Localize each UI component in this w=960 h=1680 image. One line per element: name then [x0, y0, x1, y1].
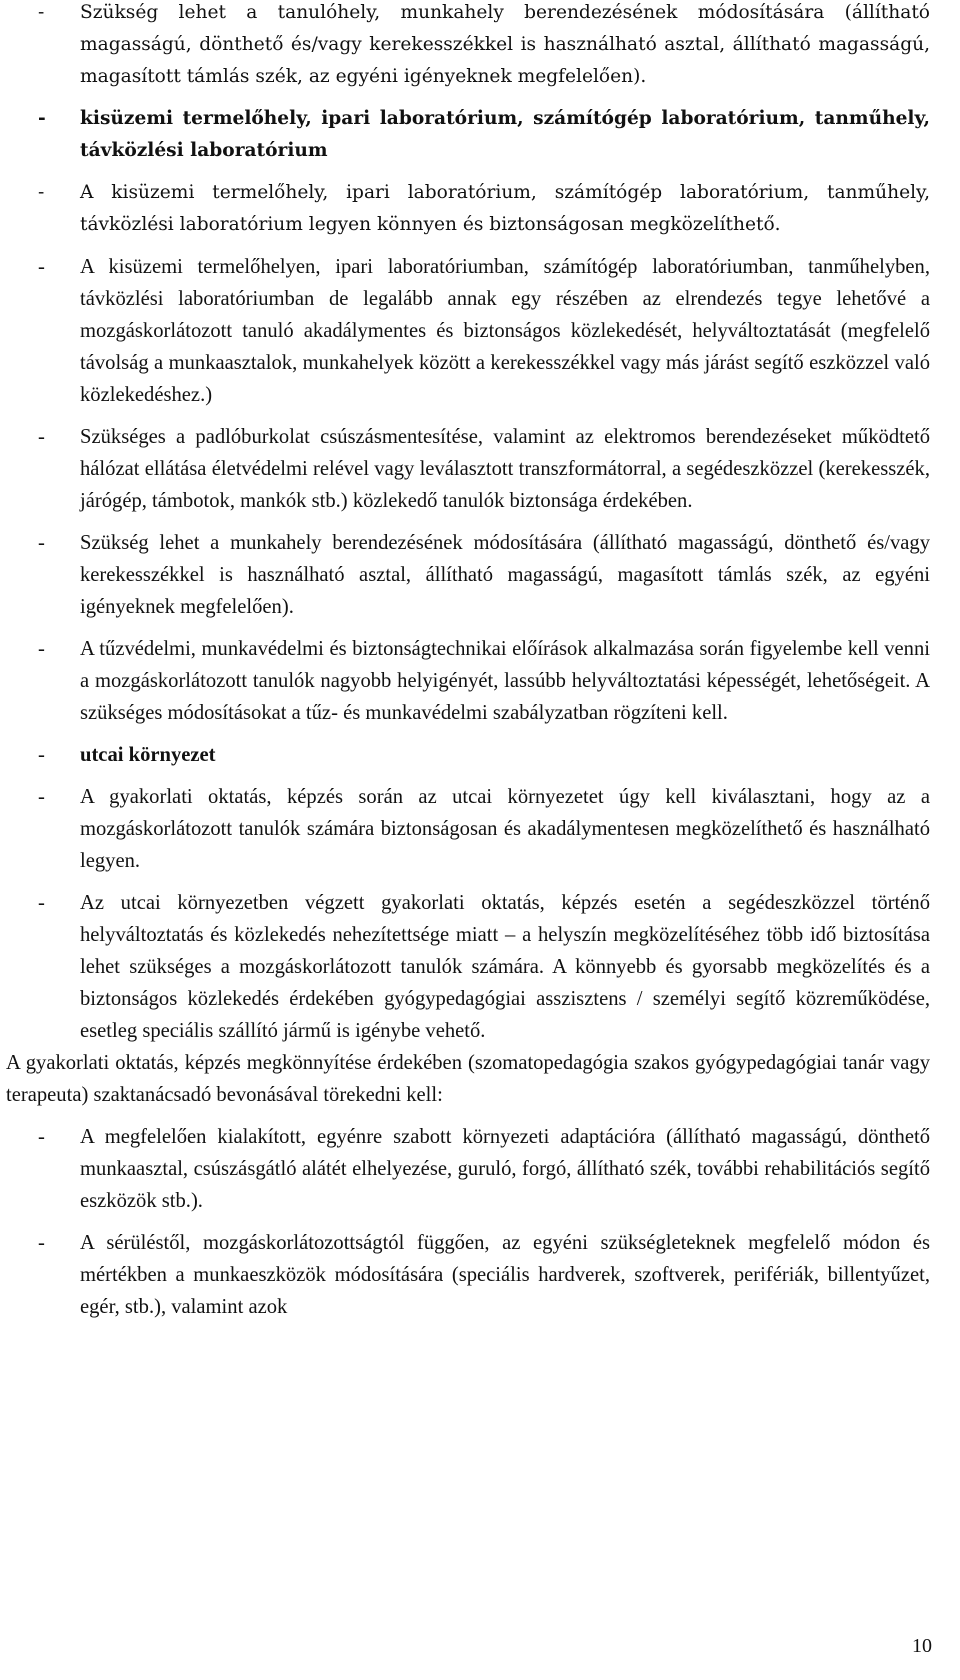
list-item-text: A kisüzemi termelőhelyen, ipari laboratóriumban, számítógép laboratóriumban, tanműhelyben, távközlési laboratóriumban de legalább annak egy részében az elrendezés tegye lehetővé a mozgáskorlátozott tanuló akadálymentes és biztonságos közlekedését, helyváltoztatását (megfelelő távolság a munkaasztalok, munkahelyek között a kerekesszékkel vagy más járást segítő eszközzel való közlekedéshez.): [80, 256, 930, 406]
list-item: [0, 887, 960, 1047]
list-item-text: A kisüzemi termelőhely, ipari laboratórium, számítógép laboratórium, tanműhely, távközlési laboratórium legyen könnyen és biztonságosan megközelíthető.: [80, 182, 930, 235]
list-dash: -: [38, 744, 45, 766]
list-item-text: utcai környezet: [80, 744, 216, 766]
list-dash: -: [38, 182, 45, 203]
list-item: [0, 781, 960, 877]
list-item: [0, 0, 960, 93]
list-item: [0, 1227, 960, 1323]
list-item: [0, 251, 960, 411]
list-dash: -: [38, 2, 45, 23]
list-item-text: Szükséges a padlóburkolat csúszásmentesítése, valamint az elektromos berendezéseket működtető hálózat ellátása életvédelmi relével vagy leválasztott transzformátorral, a segédeszközzel (kerekesszék, járógép, támbotok, mankók stb.) közlekedő tanulók biztonsága érdekében.: [80, 426, 930, 512]
list-item-text: Szükség lehet a munkahely berendezésének módosítására (állítható magasságú, dönthető és/vagy kerekesszékkel is használható asztal, állítható magasságú, magasított támlás szék, az egyéni igényeknek megfelelően).: [80, 532, 930, 618]
list-item-text: kisüzemi termelőhely, ipari laboratórium, számítógép laboratórium, tanműhely, távközlési laboratórium: [80, 108, 930, 161]
list-item-heading: [0, 103, 960, 167]
list-item: [0, 177, 960, 241]
list-item-text: A gyakorlati oktatás, képzés során az utcai környezetet úgy kell kiválasztani, hogy az a mozgáskorlátozott tanulók számára biztonságosan és akadálymentesen megközelíthető és használható legyen.: [80, 786, 930, 872]
list-item-text: Szükség lehet a tanulóhely, munkahely berendezésének módosítására (állítható magasságú, dönthető és/vagy kerekesszékkel is használható asztal, állítható magasságú, magasított támlás szék, az egyéni igényeknek megfelelően).: [80, 2, 930, 87]
list-item: [0, 633, 960, 729]
list-dash: -: [38, 1232, 45, 1254]
list-dash: -: [38, 256, 45, 278]
body-paragraph: A gyakorlati oktatás, képzés megkönnyítése érdekében (szomatopedagógia szakos gyógypedagógiai tanár vagy terapeuta) szaktanácsadó bevonásával törekedni kell:: [6, 1052, 930, 1106]
list-item-text: A tűzvédelmi, munkavédelmi és biztonságtechnikai előírások alkalmazása során figyelembe kell venni a mozgáskorlátozott tanulók nagyobb helyigényét, lassúbb helyváltoztatási képességét, lehetőségeit. A szükséges módosításokat a tűz- és munkavédelmi szabályzatban rögzíteni kell.: [80, 638, 930, 724]
list-item: [0, 421, 960, 517]
list-dash: -: [38, 108, 46, 129]
list-dash: -: [38, 638, 45, 660]
list-item-text: Az utcai környezetben végzett gyakorlati oktatás, képzés esetén a segédeszközzel történő helyváltoztatás és közlekedés nehezítettsége miatt – a helyszín megközelítéséhez több idő biztosítása lehet szükséges a mozgáskorlátozott tanulók számára. A könnyebb és gyorsabb megközelítés és a biztonságos közlekedés érdekében gyógypedagógiai asszisztens / személyi segítő közreműködése, esetleg speciális szállító jármű is igénybe vehető.: [80, 892, 930, 1042]
list-item: [0, 1121, 960, 1217]
page-number: 10: [912, 1635, 932, 1657]
list-dash: -: [38, 426, 45, 448]
list-dash: -: [38, 786, 45, 808]
list-item-text: A sérüléstől, mozgáskorlátozottságtól függően, az egyéni szükségleteknek megfelelő módon és mértékben a munkaeszközök módosítására (speciális hardverek, szoftverek, perifériák, billentyűzet, egér, stb.), valamint azok: [80, 1232, 930, 1318]
list-item: [0, 527, 960, 623]
list-dash: -: [38, 1126, 45, 1148]
list-item-heading: [0, 739, 960, 771]
list-dash: -: [38, 892, 45, 914]
list-dash: -: [38, 532, 45, 554]
list-item-text: A megfelelően kialakított, egyénre szabott környezeti adaptációra (állítható magasságú, dönthető munkaasztal, csúszásgátló alátét elhelyezése, guruló, forgó, állítható szék, további rehabilitációs segítő eszközök stb.).: [80, 1126, 930, 1212]
